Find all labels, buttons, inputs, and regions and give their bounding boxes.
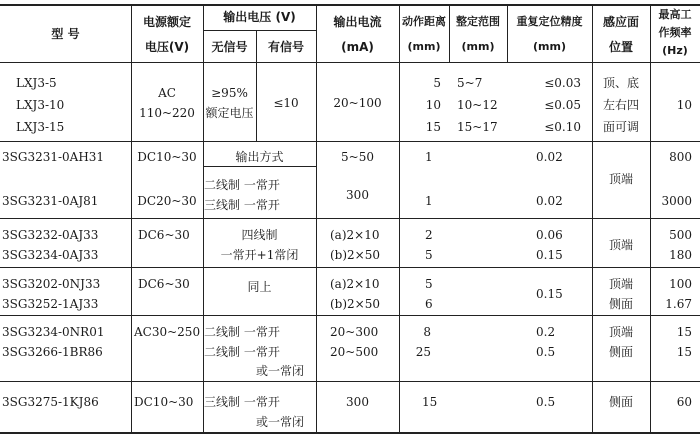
g4-freq-1: 100 [669, 277, 692, 291]
g5-face-1: 顶端 [608, 325, 633, 339]
g5-current-2: 20~500 [330, 345, 379, 359]
g2-freq-1: 800 [669, 150, 692, 164]
g2-repeat-2: 0.02 [536, 194, 563, 208]
g3-model-2: 3SG3234-0AJ33 [2, 248, 99, 262]
g6-model: 3SG3275-1KJ86 [2, 395, 99, 409]
g1-repeat-1: ≤0.03 [544, 76, 581, 90]
header-model: 型 号 [51, 27, 80, 41]
g4-distance-2: 6 [425, 297, 433, 311]
header-repeat-1: 重复定位精度 [516, 15, 583, 28]
g1-model-2: LXJ3-10 [16, 98, 65, 112]
row-divider-1 [0, 141, 700, 142]
g1-range-3: 15~17 [457, 120, 498, 134]
g1-model-3: LXJ3-15 [16, 120, 65, 134]
g4-current-2: (b)2×50 [330, 297, 381, 311]
header-range-1: 整定范围 [456, 15, 500, 28]
g6-face: 侧面 [608, 395, 633, 409]
g2-face: 顶端 [608, 172, 633, 186]
g3-current-1: (a)2×10 [330, 228, 380, 242]
g2-voltage-1: DC10~30 [137, 150, 197, 164]
g2-model-1: 3SG3231-0AH31 [2, 150, 105, 164]
g5-repeat-2: 0.5 [536, 345, 556, 359]
header-voltage-1: 电源额定 [142, 15, 191, 29]
g3-voltage: DC6~30 [138, 228, 190, 242]
row-divider-5 [0, 381, 700, 382]
g4-repeat: 0.15 [536, 287, 563, 301]
table-bottom-border [0, 432, 700, 434]
g4-current-1: (a)2×10 [330, 277, 380, 291]
g6-freq: 60 [676, 395, 692, 409]
header-distance-1: 动作距离 [402, 15, 446, 28]
g1-freq: 10 [676, 98, 692, 112]
g1-no-signal-2: 额定电压 [205, 106, 254, 120]
g4-distance-1: 5 [425, 277, 433, 291]
g5-output-2: 二线制 一常开 [204, 345, 280, 359]
g2-output-1: 二线制 一常开 [204, 178, 280, 192]
g1-voltage-2: 110~220 [139, 106, 195, 120]
g3-freq-1: 500 [669, 228, 692, 242]
g6-output-2: 或一常闭 [256, 415, 305, 429]
header-output-voltage: 输出电压 (V) [223, 10, 296, 24]
header-face-1: 感应面 [602, 15, 639, 29]
g6-distance: 15 [422, 395, 438, 409]
header-repeat-2: (mm) [533, 40, 566, 53]
header-freq-3: (Hz) [662, 44, 688, 57]
g3-repeat-1: 0.06 [536, 228, 563, 242]
g2-current-2: 300 [346, 188, 369, 202]
g3-output-2: 一常开+1常闭 [220, 248, 299, 262]
g5-face-2: 侧面 [608, 345, 633, 359]
g5-model-1: 3SG3234-0NR01 [2, 325, 105, 339]
g2-distance-1: 1 [425, 150, 433, 164]
header-freq-1: 最高工 [658, 8, 692, 21]
g1-voltage-1: AC [158, 86, 176, 100]
g1-distance-2: 10 [425, 98, 441, 112]
output-voltage-divider [203, 30, 316, 31]
row-divider-4 [0, 315, 700, 316]
g1-repeat-3: ≤0.10 [544, 120, 581, 134]
g5-output-1: 二线制 一常开 [204, 325, 280, 339]
g3-current-2: (b)2×50 [330, 248, 381, 262]
header-distance-2: (mm) [407, 40, 441, 53]
g4-face-1: 顶端 [608, 277, 633, 291]
col-line-8 [592, 4, 593, 432]
g1-face-1: 顶、底 [602, 76, 639, 90]
g6-current: 300 [346, 395, 369, 409]
g2-output-header-divider [203, 166, 316, 167]
g5-freq-1: 15 [676, 325, 692, 339]
g5-current-1: 20~300 [330, 325, 379, 339]
row-divider-3 [0, 267, 700, 268]
g1-with-signal: ≤10 [273, 96, 299, 110]
g3-distance-2: 5 [425, 248, 433, 262]
g5-voltage: AC30~250 [134, 325, 201, 339]
g2-distance-2: 1 [425, 194, 433, 208]
g4-face-2: 侧面 [608, 297, 633, 311]
col-line-5 [399, 4, 400, 432]
g1-range-1: 5~7 [457, 76, 483, 90]
header-current-1: 输出电流 [333, 15, 382, 29]
g1-face-3: 面可调 [602, 120, 639, 134]
g6-repeat: 0.5 [536, 395, 556, 409]
g2-output-title: 输出方式 [235, 150, 284, 164]
g3-freq-2: 180 [669, 248, 692, 262]
g1-no-signal-1: ≥95% [211, 86, 248, 100]
g3-distance-1: 2 [425, 228, 433, 242]
g2-output-2: 三线制 一常开 [204, 198, 280, 212]
col-line-4 [316, 4, 317, 432]
header-with-signal: 有信号 [267, 40, 304, 54]
g2-voltage-2: DC20~30 [137, 194, 197, 208]
g1-distance-3: 15 [425, 120, 441, 134]
g1-face-2: 左右四 [602, 98, 639, 112]
col-line-6 [449, 4, 450, 63]
header-face-2: 位置 [608, 40, 633, 54]
g3-model-1: 3SG3232-0AJ33 [2, 228, 99, 242]
g3-output-1: 四线制 [241, 228, 278, 242]
g5-output-3: 或一常闭 [256, 364, 305, 378]
g1-range-2: 10~12 [457, 98, 498, 112]
col-line-2 [203, 4, 204, 432]
g2-current-1: 5~50 [341, 150, 374, 164]
g4-voltage: DC6~30 [138, 277, 190, 291]
header-voltage-2: 电压(V) [144, 40, 190, 54]
g1-repeat-2: ≤0.05 [544, 98, 581, 112]
g1-model-1: LXJ3-5 [16, 76, 57, 90]
header-bottom-border [0, 62, 700, 63]
g4-model-2: 3SG3252-1AJ33 [2, 297, 99, 311]
g4-model-1: 3SG3202-0NJ33 [2, 277, 101, 291]
header-freq-2: 作频率 [658, 26, 692, 39]
g3-repeat-2: 0.15 [536, 248, 563, 262]
col-line-9 [650, 4, 651, 432]
g5-freq-2: 15 [676, 345, 692, 359]
header-no-signal: 无信号 [211, 40, 248, 54]
g2-repeat-1: 0.02 [536, 150, 563, 164]
g4-freq-2: 1.67 [665, 297, 692, 311]
g6-output-1: 三线制 一常开 [204, 395, 280, 409]
g5-distance-2: 25 [415, 345, 431, 359]
g5-distance-1: 8 [423, 325, 431, 339]
g3-face: 顶端 [608, 238, 633, 252]
g2-freq-2: 3000 [661, 194, 692, 208]
g5-repeat-1: 0.2 [536, 325, 556, 339]
g2-model-2: 3SG3231-0AJ81 [2, 194, 99, 208]
col-line-7 [507, 4, 508, 63]
table-top-border [0, 4, 700, 6]
g4-output: 同上 [247, 280, 272, 294]
g5-model-2: 3SG3266-1BR86 [2, 345, 103, 359]
g6-voltage: DC10~30 [134, 395, 194, 409]
row-divider-2 [0, 218, 700, 219]
header-current-2: (mA) [341, 40, 374, 54]
g1-current: 20~100 [333, 96, 382, 110]
g1-distance-1: 5 [433, 76, 441, 90]
header-range-2: (mm) [461, 40, 495, 53]
col-line-1 [131, 4, 132, 432]
